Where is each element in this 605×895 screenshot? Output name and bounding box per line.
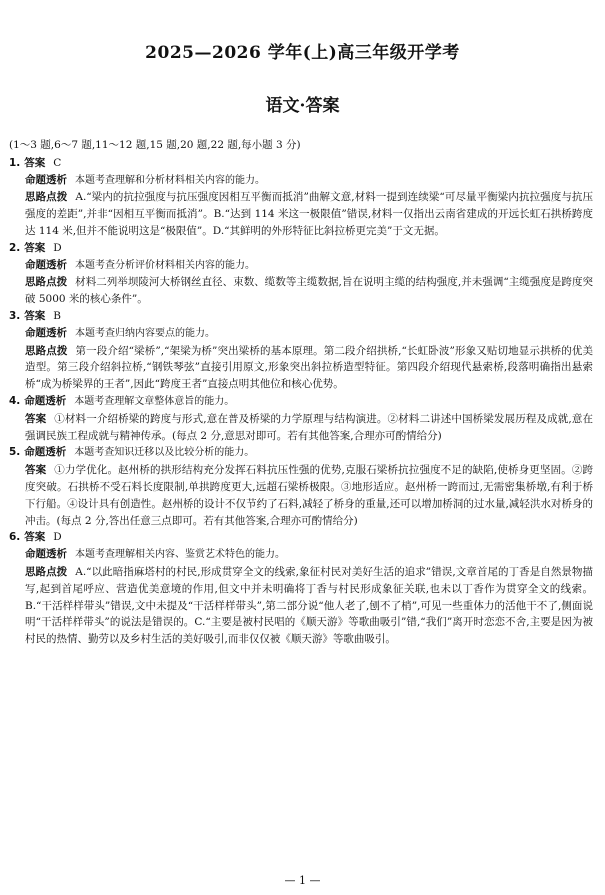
question-number: 3. <box>9 309 21 322</box>
answer-value: D <box>53 531 62 544</box>
question-number: 2. <box>9 241 21 254</box>
answer-value: 本题考查知识迁移以及比较分析的能力。 <box>74 447 255 459</box>
answer-paragraph <box>9 189 593 239</box>
answer-label: 答案 <box>24 309 46 322</box>
answer-item <box>9 444 593 529</box>
answer-paragraph <box>9 172 593 190</box>
paragraph-text: 本题考查理解相关内容、鉴赏艺术特色的能力。 <box>75 549 285 561</box>
paragraph-label: 思路点拨 <box>25 344 68 357</box>
question-number: 1. <box>9 156 21 169</box>
paragraph-label: 答案 <box>25 412 47 425</box>
answer-item <box>9 155 593 240</box>
question-number: 5. <box>9 446 21 459</box>
answer-label: 答案 <box>24 531 46 544</box>
answer-paragraph <box>9 257 593 275</box>
answer-paragraph <box>9 462 593 529</box>
exam-title: 2025—2026 学年(上)高三年级开学考 <box>145 43 460 63</box>
paragraph-text: 本题考查分析评价材料相关内容的能力。 <box>75 259 255 271</box>
paragraph-label: 思路点拨 <box>25 191 68 204</box>
page-number: — 1 — <box>284 874 321 887</box>
paragraph-label: 命题透析 <box>25 258 67 271</box>
answer-body <box>9 137 593 648</box>
paragraph-label: 思路点拨 <box>25 565 68 578</box>
paragraph-label: 命题透析 <box>25 548 67 561</box>
scope-note: (1～3 题,6～7 题,11～12 题,15 题,20 题,22 题,每小题 3 分) <box>9 139 301 151</box>
paragraph-text: 材料二列举坝陵河大桥钢丝直径、束数、缆数等主缆数据,旨在说明主缆的结构强度,并未强调“主缆强度是跨度突破 5000 米的核心条件”。 <box>25 276 594 306</box>
answer-paragraph <box>9 564 593 648</box>
answer-item <box>9 240 593 308</box>
answer-label: 答案 <box>24 241 46 254</box>
answer-paragraph <box>9 274 593 308</box>
answer-label: 命题透析 <box>24 394 67 407</box>
paragraph-text: A.“梁内的抗拉强度与抗压强度因相互平衡而抵消”曲解文意,材料一提到连续梁“可尽量平衡梁内抗拉强度与抗压强度的差距”,并非“因相互平衡而抵消”。B.“达到 114 米这一极限值”错误,材料一仅指出云南省建成的开远长虹石拱桥跨度达 114 米,但并不能说明这是“极限值”。D.“其鲜明的外形特征比斜拉桥更完美”于文无据。 <box>25 191 593 237</box>
answer-value: B <box>53 309 62 322</box>
answer-paragraph <box>9 343 593 393</box>
answer-label: 命题透析 <box>24 446 67 459</box>
paragraph-label: 答案 <box>25 464 47 477</box>
paragraph-text: 本题考查归纳内容要点的能力。 <box>75 327 215 339</box>
answer-item <box>9 393 593 444</box>
answer-item-head <box>9 308 593 325</box>
paragraph-text: 第一段介绍“梁桥”,“架梁为桥”突出梁桥的基本原理。第二段介绍拱桥,“长虹卧波”形象又贴切地显示拱桥的优美造型。第三段介绍斜拉桥,“钢铁琴弦”直接引用原文,形象突出斜拉桥造型特征。第四段介绍现代悬索桥,段落明确指出悬索桥“成为桥梁界的王者”,因此“跨度王者”直接点明其他位和核心优势。 <box>25 344 593 391</box>
answer-label: 答案 <box>24 156 46 169</box>
answer-value: D <box>53 241 62 254</box>
answer-item-head <box>9 529 593 546</box>
subject-title: 语文·答案 <box>265 96 340 116</box>
question-number: 6. <box>9 531 21 544</box>
paragraph-text: 本题考查理解和分析材料相关内容的能力。 <box>75 174 265 186</box>
answer-paragraph <box>9 411 593 445</box>
paragraph-text: ①力学优化。赵州桥的拱形结构充分发挥石料抗压性强的优势,克服石梁桥抗拉强度不足的缺陷,使桥身更坚固。②跨度突破。石拱桥不受石料长度限制,单拱跨度更大,远超石梁桥极限。③地形适应。赵州桥一跨而过,无需密集桥墩,有利于桥下行船。④设计具有创造性。赵州桥的设计不仅节约了石料,减轻了桥身的重量,还可以增加桥洞的过水量,减轻洪水对桥身的冲击。(每点 2 分,答出任意三点即可。若有其他答案,合理亦可酌情给分) <box>25 464 593 527</box>
answer-item-head <box>9 393 593 411</box>
answer-item-head <box>9 444 593 462</box>
answer-paragraph <box>9 546 593 564</box>
answer-value: C <box>53 156 62 169</box>
paragraph-label: 命题透析 <box>25 326 67 339</box>
answer-value: 本题考查理解文章整体意旨的能力。 <box>74 395 235 407</box>
paragraph-text: A.“以此暗指麻塔村的村民,形成贯穿全文的线索,象征村民对美好生活的追求”错误,文章首尾的丁香是自然景物描写,起到首尾呼应、营造优美意境的作用,但文中并未明确将丁香与村民形成象征关联,也未以丁香作为贯穿全文的线索。B.“干活样样带头”错误,文中未提及“干活样样带头”,第二部分说“他人老了,刨不了梢”,可见一些重体力的活他干不了,侧面说明“干活样样带头”的说法是错误的。C.“主要是被村民唱的《顺天游》等歌曲吸引”错,“我们”离开时恋恋不舍,主要是因为被村民的热情、勤劳以及乡村生活的美好吸引,而非仅仅被《顺天游》等歌曲吸引。 <box>25 565 593 646</box>
answer-item <box>9 308 593 393</box>
paragraph-text: ①材料一介绍桥梁的跨度与形式,意在普及桥梁的力学原理与结构演进。②材料二讲述中国桥梁发展历程及成就,意在强调民族工程成就与精神传承。(每点 2 分,意思对即可。若有其他答案,合理亦可酌情给分) <box>25 412 593 442</box>
answer-item-head <box>9 155 593 172</box>
question-number: 4. <box>9 394 21 407</box>
answer-paragraph <box>9 325 593 343</box>
answer-item <box>9 529 593 648</box>
answer-item-head <box>9 240 593 257</box>
paragraph-label: 思路点拨 <box>25 276 68 289</box>
answer-items <box>9 155 593 648</box>
paragraph-label: 命题透析 <box>25 173 67 186</box>
